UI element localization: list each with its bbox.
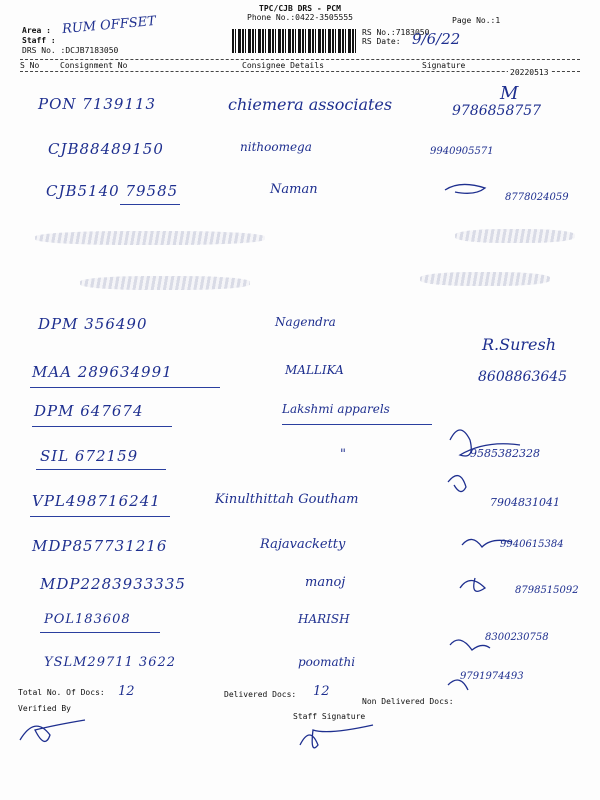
- consignment-number: DPM 356490: [38, 315, 148, 333]
- phone-number: 8798515092: [515, 585, 579, 596]
- signature-stroke: [448, 476, 466, 492]
- consignee-name: HARISH: [298, 612, 350, 626]
- sheet-title: TPC/CJB DRS - PCM: [259, 4, 341, 13]
- staff-signature-label: Staff Signature: [293, 712, 366, 721]
- phone-number: 9786858757: [452, 103, 542, 119]
- signature-stroke: [460, 578, 485, 591]
- staff-label: Staff :: [22, 36, 56, 45]
- consignee-name: Kinulthittah Goutham: [215, 492, 359, 507]
- page-number: Page No.:1: [452, 16, 501, 25]
- consignment-number: PON 7139113: [38, 95, 157, 113]
- signature: M: [500, 83, 519, 104]
- col-consignment: Consignment No: [60, 61, 128, 70]
- rs-number: RS No.:7183050: [362, 28, 430, 37]
- non-delivered-docs-label: Non Delivered Docs:: [362, 697, 454, 706]
- signature-stroke: [450, 430, 520, 456]
- phone-number: 9791974493: [460, 671, 524, 682]
- phone-number: Phone No.:0422-3505555: [247, 13, 353, 22]
- consignee-name: poomathi: [298, 655, 356, 669]
- total-docs-value: 12: [118, 684, 135, 699]
- consignment-number: CJB5140 79585: [46, 182, 179, 200]
- consignment-number: YSLM29711 3622: [44, 655, 177, 670]
- consignment-number: MDP857731216: [32, 537, 168, 555]
- phone-number: 7904831041: [490, 496, 560, 509]
- signature-stroke: [450, 640, 490, 650]
- consignee-name: Naman: [270, 182, 318, 197]
- area-label: Area :: [22, 26, 51, 35]
- consignment-number: MAA 289634991: [32, 363, 173, 381]
- signature-stroke: [448, 680, 468, 690]
- drs-number: DRS No. :DCJB7183050: [22, 46, 119, 55]
- consignment-number: CJB88489150: [48, 140, 164, 158]
- consignee-name: Nagendra: [275, 315, 336, 329]
- consignment-number: VPL498716241: [32, 492, 161, 510]
- consignee-name: Rajavacketty: [260, 537, 346, 552]
- signature-stroke: [462, 539, 512, 547]
- verified-by-label: Verified By: [18, 704, 71, 713]
- consignee-name: MALLIKA: [285, 363, 344, 377]
- phone-number: 9940905571: [430, 146, 494, 157]
- consignee-name: ": [340, 447, 346, 462]
- consignee-name: manoj: [305, 575, 346, 590]
- rs-date-label: RS Date:: [362, 37, 401, 46]
- consignee-name: nithoomega: [240, 140, 312, 154]
- phone-number: 9585382328: [470, 447, 540, 460]
- area-value: RUM OFFSET: [61, 13, 157, 38]
- delivered-docs-label: Delivered Docs:: [224, 690, 297, 699]
- run-date: 20220513: [510, 68, 549, 77]
- consignment-number: POL183608: [44, 612, 131, 627]
- col-consignee: Consignee Details: [242, 61, 324, 70]
- phone-number: 9940615384: [500, 539, 564, 550]
- phone-number: 8300230758: [485, 632, 549, 643]
- staff-signature: [300, 725, 373, 748]
- signature-stroke: [445, 184, 485, 193]
- rs-date-value: 9/6/22: [412, 30, 461, 48]
- consignment-number: SIL 672159: [40, 447, 139, 465]
- consignment-number: MDP2283933335: [40, 575, 186, 593]
- delivered-docs-value: 12: [313, 684, 330, 699]
- consignee-name: chiemera associates: [228, 95, 393, 114]
- verified-signature: [20, 720, 85, 741]
- consignment-number: DPM 647674: [34, 402, 144, 420]
- phone-number: 8608863645: [478, 369, 568, 385]
- col-sno: S No: [20, 61, 40, 70]
- col-signature: Signature: [422, 61, 466, 70]
- consignee-name: Lakshmi apparels: [282, 402, 390, 416]
- signature: R.Suresh: [482, 335, 557, 354]
- phone-number: 8778024059: [505, 192, 569, 203]
- total-docs-label: Total No. Of Docs:: [18, 688, 105, 697]
